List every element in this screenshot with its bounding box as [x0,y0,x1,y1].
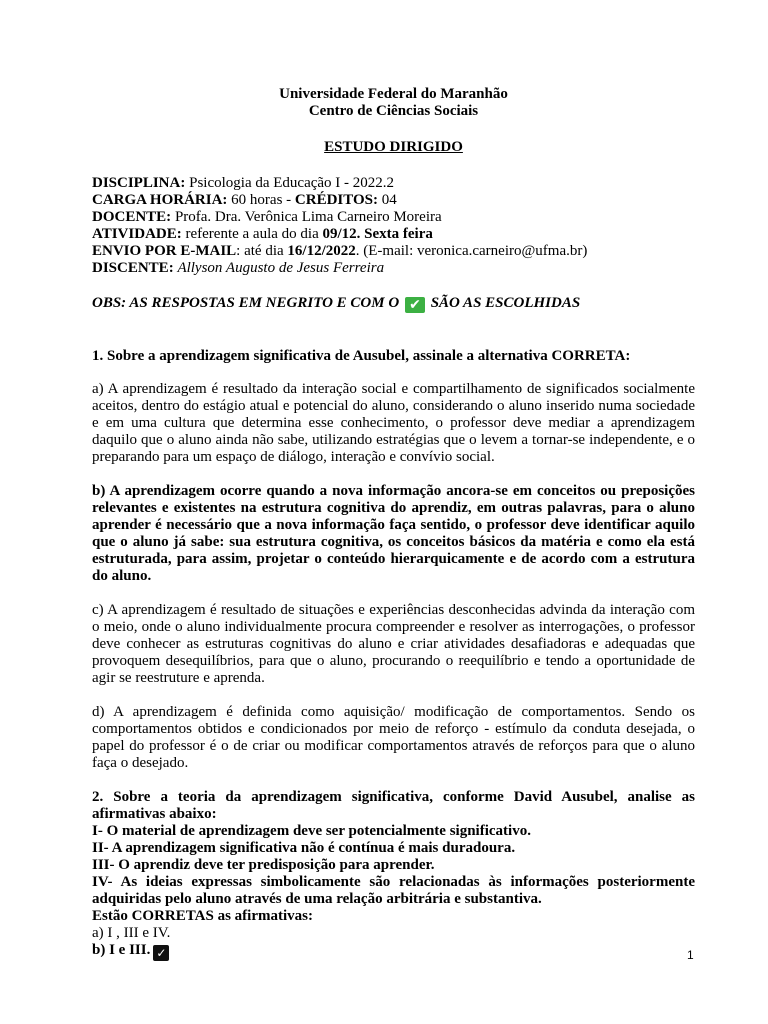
obs-text-after: SÃO AS ESCOLHIDAS [430,295,581,311]
course-info [92,175,695,277]
envio-value: : até dia [236,243,288,259]
atividade-label: ATIVIDADE: [92,226,182,242]
envio-email: . (E-mail: veronica.carneiro@ufma.br) [355,243,588,259]
obs-note [92,294,695,313]
question-1-title: 1. Sobre a aprendizagem significativa de Ausubel, assinale a alternativa CORRETA: [92,348,631,364]
disciplina-label: DISCIPLINA: [92,175,186,191]
center-name: Centro de Ciências Sociais [308,103,479,119]
discente-line [92,260,695,277]
docente-line [92,209,695,226]
document-title: ESTUDO DIRIGIDO [324,139,463,155]
green-check-icon: ✔ [405,297,425,313]
q2-statement-i: I- O material de aprendizagem deve ser potencialmente significativo. [92,823,531,839]
q1-option-b-selected: b) A aprendizagem ocorre quando a nova informação ancora-se em conceitos ou preposições relevantes e existentes na estrutura cognitiva do aprendiz, em outras palavras, para o aluno aprender é necessário que a nova informação faça sentido, o professor deve identificar aquilo que o aluno já sabe: sua estrutura cognitiva, os conceitos básicos da matéria e como ela está estruturada, para assim, projetar o conteúdo hierarquicamente e de acordo com a estrutura do aluno. [92,483,695,584]
atividade-date: 09/12. Sexta feira [322,226,433,242]
q2-option-a: a) I , III e IV. [92,925,171,941]
q1-option-c: c) A aprendizagem é resultado de situações e experiências desconhecidas advinda da interação com o meio, onde o aluno individualmente procura compreender e resolver as interrogações, o professor deve conhecer as estruturas cognitivas do aluno e criar atividades desafiadoras e adequadas que provoquem desequilíbrios, para que o aluno, procurando o reequilíbrio e tendo a oportunidade de agir se reestruture e aprenda. [92,602,695,686]
obs-text-before: OBS: AS RESPOSTAS EM NEGRITO E COM O [92,295,400,311]
disciplina-line [92,175,695,192]
question-2-title: 2. Sobre a teoria da aprendizagem significativa, conforme David Ausubel, analise as afirmativas abaixo: [92,789,695,822]
envio-line [92,243,695,260]
discente-value: Allyson Augusto de Jesus Ferreira [177,260,385,276]
q2-option-b-selected: b) I e III. [92,942,151,958]
check-icon: ✓ [153,945,169,961]
university-name: Universidade Federal do Maranhão [279,86,508,102]
q2-statement-iii: III- O aprendiz deve ter predisposição para aprender. [92,857,435,873]
carga-line [92,192,695,209]
envio-label: ENVIO POR E-MAIL [92,243,237,259]
q2-statement-iv: IV- As ideias expressas simbolicamente são relacionadas às informações posteriormente adquiridas pelo aluno através de uma relação arbitrária e substantiva. [92,874,695,907]
atividade-line [92,226,695,243]
creditos-value: 04 [378,192,397,208]
document-header [92,86,695,120]
discente-label: DISCENTE: [92,260,174,276]
atividade-value: referente a aula do dia [181,226,323,242]
disciplina-value: Psicologia da Educação I - 2022.2 [185,175,395,191]
carga-value: 60 horas - [227,192,295,208]
q1-option-a: a) A aprendizagem é resultado da interação social e compartilhamento de significados socialmente aceitos, dentro do estágio atual e potencial do aluno, considerando o aluno inserido numa sociedade e em uma cultura que determina esse conhecimento, o professor deve mediar a aprendizagem daquilo que o aluno ainda não sabe, utilizando estratégias que o levem a tornar-se independente, e o preparando para um espaço de diálogo, interação e convívio social. [92,381,695,465]
q2-option-b-line [92,942,695,961]
question-2 [92,789,695,961]
carga-label: CARGA HORÁRIA: [92,192,228,208]
docente-label: DOCENTE: [92,209,172,225]
q2-prompt: Estão CORRETAS as afirmativas: [92,908,313,924]
page-number: 1 [687,948,694,962]
docente-value: Profa. Dra. Verônica Lima Carneiro Moreira [171,209,442,225]
q1-option-d: d) A aprendizagem é definida como aquisição/ modificação de comportamentos. Sendo os comportamentos obtidos e condicionados por meio de reforço - estímulo da conduta desejada, o papel do professor é o de criar ou modificar comportamentos através de reforços para que o aluno faça o desejado. [92,704,695,771]
envio-date: 16/12/2022 [287,243,356,259]
creditos-label: CRÉDITOS: [294,192,379,208]
q2-statement-ii: II- A aprendizagem significativa não é contínua é mais duradoura. [92,840,516,856]
